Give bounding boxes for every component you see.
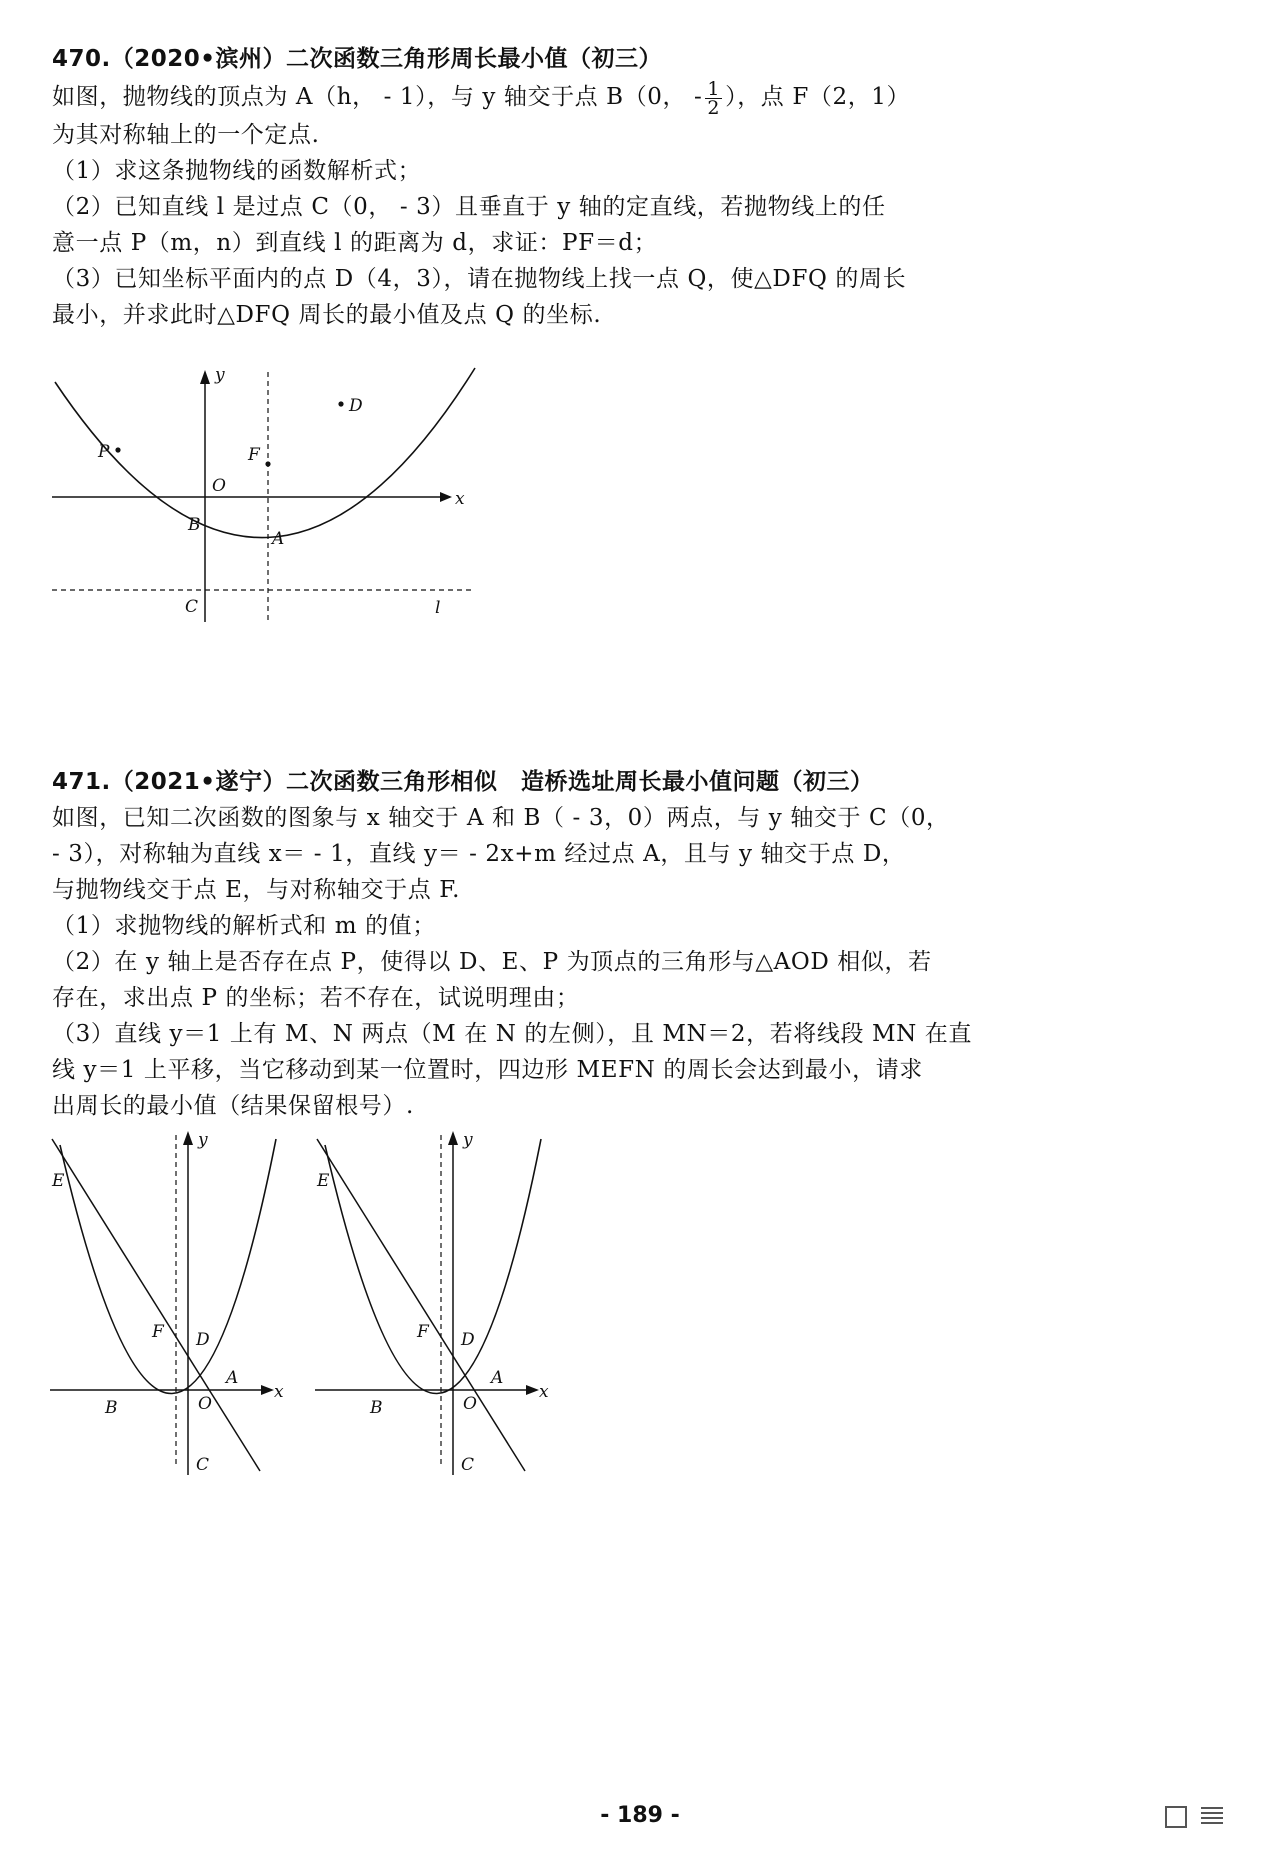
line-1a: 如图，抛物线的顶点为 A（h， - 1），与 y 轴交于点 B（0， - <box>52 84 703 110</box>
problem-470-figure <box>40 360 480 630</box>
problem-471-figure-right <box>313 1125 563 1480</box>
label-c: C <box>461 1455 475 1475</box>
label-d: D <box>461 1330 475 1350</box>
problem-471-line-5: （2）在 y 轴上是否存在点 P，使得以 D、E、P 为顶点的三角形与△AOD 相似，若 <box>52 949 932 975</box>
y-axis-arrow <box>448 1131 458 1145</box>
problem-471-title: 471.（2021•遂宁）二次函数三角形相似 造桥选址周长最小值问题（初三） <box>52 769 874 795</box>
page-number: - 189 - <box>600 1803 680 1828</box>
problem-470-line-5: 意一点 P（m，n）到直线 l 的距离为 d，求证：PF＝d； <box>52 229 658 256</box>
label-o: O <box>212 476 226 496</box>
problem-471 <box>52 763 1012 1124</box>
label-d: D <box>349 396 363 416</box>
label-f: F <box>248 445 260 465</box>
label-b: B <box>188 515 201 535</box>
watermark-lines-icon <box>1201 1807 1223 1828</box>
label-f: F <box>417 1322 429 1342</box>
parabola <box>60 1139 276 1394</box>
problem-470-line-3: （1）求这条抛物线的函数解析式； <box>52 157 422 184</box>
label-f: F <box>152 1322 164 1342</box>
problem-471-figure-left <box>48 1125 298 1480</box>
problem-470 <box>52 40 1012 333</box>
label-y: y <box>198 1130 208 1150</box>
label-l: l <box>435 598 441 618</box>
label-y: y <box>463 1130 473 1150</box>
problem-470-title: 470.（2020•滨州）二次函数三角形周长最小值（初三） <box>52 46 662 72</box>
fraction-denominator: 2 <box>707 96 721 119</box>
label-x: x <box>539 1382 549 1402</box>
label-o: O <box>463 1394 477 1414</box>
line-de <box>52 1139 260 1471</box>
label-b: B <box>370 1398 383 1418</box>
problem-471-line-9: 出周长的最小值（结果保留根号）. <box>52 1093 414 1119</box>
label-o: O <box>198 1394 212 1414</box>
label-x: x <box>274 1382 284 1402</box>
problem-471-line-1: 如图，已知二次函数的图象与 x 轴交于 A 和 B（ - 3，0）两点，与 y 轴交于 C（0， <box>52 805 950 831</box>
problem-471-line-7: （3）直线 y＝1 上有 M、N 两点（M 在 N 的左侧），且 MN＝2，若将线段 MN 在直 <box>52 1021 973 1047</box>
y-axis-arrow <box>200 370 210 384</box>
problem-470-line-7: 最小，并求此时△DFQ 周长的最小值及点 Q 的坐标. <box>52 301 602 328</box>
point-d <box>338 401 343 406</box>
label-a: A <box>491 1368 504 1388</box>
label-c: C <box>185 597 199 617</box>
y-axis-arrow <box>183 1131 193 1145</box>
problem-470-line-1 <box>52 79 1012 117</box>
point-f <box>265 461 270 466</box>
problem-470-line-2: 为其对称轴上的一个定点. <box>52 121 320 148</box>
problem-471-line-3: 与抛物线交于点 E，与对称轴交于点 F. <box>52 877 461 903</box>
point-p <box>115 447 120 452</box>
label-x: x <box>455 489 465 509</box>
label-a: A <box>272 529 285 549</box>
line-de <box>317 1139 525 1471</box>
problem-470-line-6: （3）已知坐标平面内的点 D（4，3），请在抛物线上找一点 Q，使△DFQ 的周长 <box>52 265 907 292</box>
watermark-icon <box>1165 1806 1223 1828</box>
line-1b: ），点 F（2，1） <box>725 84 911 110</box>
label-a: A <box>226 1368 239 1388</box>
problem-471-line-6: 存在，求出点 P 的坐标；若不存在，试说明理由； <box>52 985 580 1011</box>
label-e: E <box>52 1171 65 1191</box>
watermark-square-icon <box>1165 1806 1187 1828</box>
label-e: E <box>317 1171 330 1191</box>
x-axis-arrow <box>261 1385 274 1395</box>
fraction-one-half <box>705 77 722 119</box>
label-y: y <box>215 365 225 385</box>
problem-471-line-4: （1）求抛物线的解析式和 m 的值； <box>52 913 436 939</box>
problem-470-line-4: （2）已知直线 l 是过点 C（0， - 3）且垂直于 y 轴的定直线，若抛物线上的任 <box>52 193 886 220</box>
problem-471-line-8: 线 y＝1 上平移，当它移动到某一位置时，四边形 MEFN 的周长会达到最小，请求 <box>52 1057 923 1083</box>
parabola <box>325 1139 541 1394</box>
x-axis-arrow <box>440 492 452 502</box>
label-d: D <box>196 1330 210 1350</box>
label-p: P <box>98 442 110 462</box>
x-axis-arrow <box>526 1385 539 1395</box>
parabola <box>55 368 475 538</box>
fraction-numerator: 1 <box>707 77 721 100</box>
label-c: C <box>196 1455 210 1475</box>
label-b: B <box>105 1398 118 1418</box>
problem-471-line-2: - 3），对称轴为直线 x＝ - 1，直线 y＝ - 2x+m 经过点 A，且与 y 轴交于点 D， <box>52 841 906 867</box>
